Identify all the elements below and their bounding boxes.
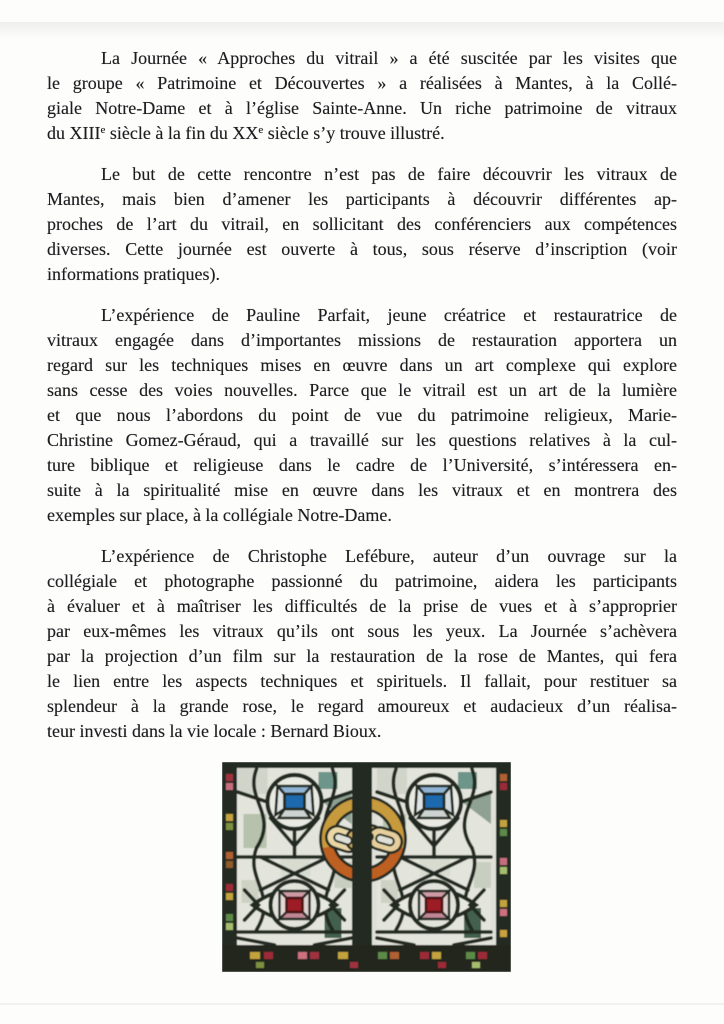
text-line: diverses. Cette journée est ouverte à tous, sous réserve d’inscription (voir [47, 239, 677, 259]
text-line: par la projection d’un film sur la restauration de la rose de Mantes, qui fera [47, 646, 677, 666]
text-line: ture biblique et religieuse dans le cadre de l’Université, s’intéressera en- [47, 455, 677, 475]
text-line: teur investi dans la vie locale : Bernard Bioux. [47, 721, 382, 741]
text-line: le lien entre les aspects techniques et spirituels. Il fallait, pour restituer sa [47, 671, 677, 691]
text-line: Christine Gomez-Géraud, qui a travaillé sur les questions relatives à la cul- [47, 430, 677, 450]
paragraphs [47, 46, 677, 744]
text-line: informations pratiques). [47, 264, 220, 284]
text-line: le groupe « Patrimoine et Découvertes » a réalisées à Mantes, à la Collé- [47, 73, 677, 93]
text-line: par eux-mêmes les vitraux qu’ils ont sous les yeux. La Journée s’achèvera [47, 621, 677, 641]
stained-glass-illustration [222, 762, 511, 972]
text-line: et que nous l’abordons du point de vue du patrimoine religieux, Marie- [47, 405, 677, 425]
center-mullion [352, 762, 372, 972]
text-line: suite à la spiritualité mise en œuvre dans les vitraux et en montrera des [47, 480, 677, 500]
text-line: giale Notre-Dame et à l’église Sainte-Anne. Un riche patrimoine de vitraux [47, 98, 677, 118]
paragraph [47, 162, 677, 287]
text-line: L’expérience de Pauline Parfait, jeune créatrice et restauratrice de [101, 305, 677, 325]
body-text [47, 46, 677, 744]
text-line: du XIIIe siècle à la fin du XXe siècle s’y trouve illustré. [47, 123, 445, 143]
text-line: sans cesse des voies nouvelles. Parce que le vitrail est un art de la lumière [47, 380, 677, 400]
text-line: splendeur à la grande rose, le regard amoureux et audacieux d’un réalisa- [47, 696, 677, 716]
text-line: collégiale et photographe passionné du patrimoine, aidera les participants [47, 571, 677, 591]
paragraph [47, 544, 677, 744]
text-line: L’expérience de Christophe Lefébure, auteur d’un ouvrage sur la [101, 546, 677, 566]
text-line: regard sur les techniques mises en œuvre dans un art complexe qui explore [47, 355, 677, 375]
stained-glass-photo [222, 762, 511, 972]
scan-shadow-bottom [0, 1003, 724, 1005]
scan-shadow-top [0, 22, 724, 38]
paragraph [47, 46, 677, 146]
text-line: vitraux engagée dans d’importantes missions de restauration apportera un [47, 330, 677, 350]
text-line: Le but de cette rencontre n’est pas de faire découvrir les vitraux de [101, 164, 677, 184]
paragraph [47, 303, 677, 528]
text-line: proches de l’art du vitrail, en sollicitant des conférenciers aux compétences [47, 214, 677, 234]
text-line: Mantes, mais bien d’amener les participants à découvrir différentes ap- [47, 189, 677, 209]
text-line: exemples sur place, à la collégiale Notre-Dame. [47, 505, 392, 525]
text-line: à évaluer et à maîtriser les difficultés de la prise de vues et à s’approprier [47, 596, 677, 616]
text-line: La Journée « Approches du vitrail » a été suscitée par les visites que [101, 48, 677, 68]
